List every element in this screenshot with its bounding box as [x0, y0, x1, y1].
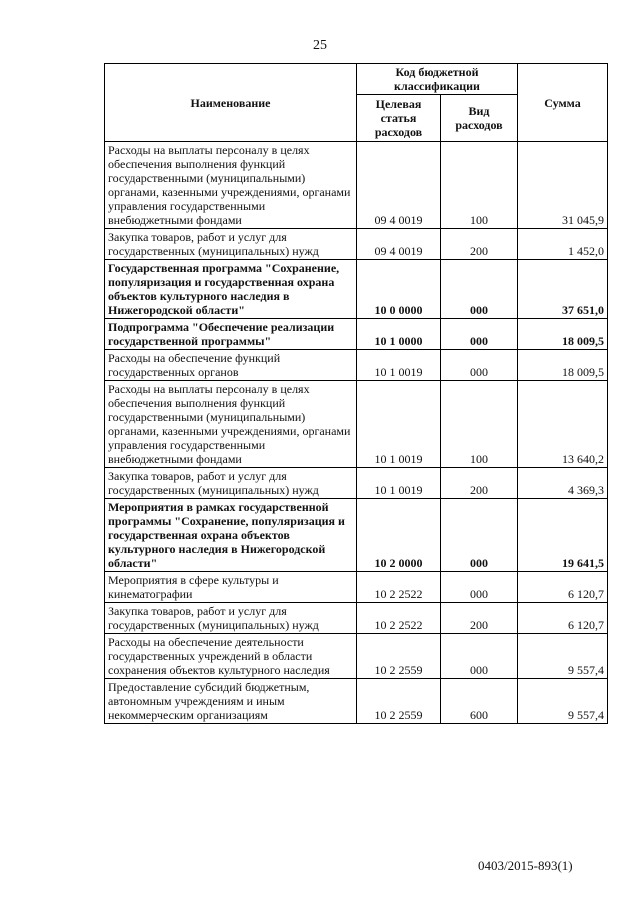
table-row: [105, 319, 608, 350]
row-name: Подпрограмма "Обеспечение реализации государственной программы": [105, 319, 357, 350]
row-target-code: 10 2 2522: [357, 603, 441, 634]
row-target-code: 10 2 2559: [357, 679, 441, 724]
row-name: Закупка товаров, работ и услуг для государственных (муниципальных) нужд: [105, 468, 357, 499]
header-sum: Сумма: [518, 64, 608, 142]
row-name: Расходы на обеспечение деятельности государственных учреждений в области сохранения объектов культурного наследия: [105, 634, 357, 679]
table-row: [105, 634, 608, 679]
row-sum: 9 557,4: [518, 634, 608, 679]
header-target-article: Целевая статья расходов: [357, 95, 441, 142]
row-expense-kind: 100: [441, 381, 518, 468]
row-name: Предоставление субсидий бюджетным, автономным учреждениям и иным некоммерческим организациям: [105, 679, 357, 724]
row-sum: 13 640,2: [518, 381, 608, 468]
row-target-code: 09 4 0019: [357, 142, 441, 229]
row-target-code: 10 1 0019: [357, 468, 441, 499]
row-expense-kind: 000: [441, 634, 518, 679]
row-name: Мероприятия в рамках государственной программы "Сохранение, популяризация и государственная охрана объектов культурного наследия в Нижегородской области": [105, 499, 357, 572]
row-sum: 6 120,7: [518, 572, 608, 603]
row-expense-kind: 000: [441, 350, 518, 381]
row-expense-kind: 600: [441, 679, 518, 724]
row-sum: 31 045,9: [518, 142, 608, 229]
row-name: Расходы на обеспечение функций государственных органов: [105, 350, 357, 381]
row-target-code: 10 2 2559: [357, 634, 441, 679]
row-sum: 6 120,7: [518, 603, 608, 634]
table-row: [105, 679, 608, 724]
table-row: [105, 499, 608, 572]
table-body: [105, 142, 608, 724]
row-expense-kind: 000: [441, 260, 518, 319]
row-name: Расходы на выплаты персоналу в целях обеспечения выполнения функций государственными (муниципальными) органами, казенными учреждениями, органами управления государственными внебюджетными фондами: [105, 381, 357, 468]
row-name: Мероприятия в сфере культуры и кинематографии: [105, 572, 357, 603]
row-expense-kind: 000: [441, 572, 518, 603]
row-sum: 1 452,0: [518, 229, 608, 260]
row-name: Расходы на выплаты персоналу в целях обеспечения выполнения функций государственными (муниципальными) органами, казенными учреждениями, органами управления государственными внебюджетными фондами: [105, 142, 357, 229]
row-target-code: 09 4 0019: [357, 229, 441, 260]
row-target-code: 10 2 2522: [357, 572, 441, 603]
table-row: [105, 468, 608, 499]
page-number: 25: [313, 38, 327, 53]
row-sum: 4 369,3: [518, 468, 608, 499]
header-expense-kind: Вид расходов: [441, 95, 518, 142]
table-row: [105, 572, 608, 603]
row-expense-kind: 200: [441, 603, 518, 634]
row-sum: 37 651,0: [518, 260, 608, 319]
row-target-code: 10 0 0000: [357, 260, 441, 319]
row-expense-kind: 100: [441, 142, 518, 229]
row-sum: 18 009,5: [518, 319, 608, 350]
row-expense-kind: 200: [441, 229, 518, 260]
row-name: Закупка товаров, работ и услуг для государственных (муниципальных) нужд: [105, 603, 357, 634]
row-name: Закупка товаров, работ и услуг для государственных (муниципальных) нужд: [105, 229, 357, 260]
row-name: Государственная программа "Сохранение, популяризация и государственная охрана объектов культурного наследия в Нижегородской области": [105, 260, 357, 319]
row-target-code: 10 2 0000: [357, 499, 441, 572]
row-target-code: 10 1 0019: [357, 350, 441, 381]
table-row: [105, 350, 608, 381]
table-row: [105, 229, 608, 260]
row-sum: 19 641,5: [518, 499, 608, 572]
table-row: [105, 603, 608, 634]
row-sum: 9 557,4: [518, 679, 608, 724]
row-expense-kind: 000: [441, 319, 518, 350]
table-row: [105, 142, 608, 229]
header-name: Наименование: [105, 64, 357, 142]
row-expense-kind: 000: [441, 499, 518, 572]
budget-table: [104, 63, 608, 724]
row-sum: 18 009,5: [518, 350, 608, 381]
table-row: [105, 260, 608, 319]
row-target-code: 10 1 0019: [357, 381, 441, 468]
table-row: [105, 381, 608, 468]
row-expense-kind: 200: [441, 468, 518, 499]
row-target-code: 10 1 0000: [357, 319, 441, 350]
header-budget-code: Код бюджетной классификации: [357, 64, 518, 95]
document-code: 0403/2015-893(1): [478, 858, 573, 873]
